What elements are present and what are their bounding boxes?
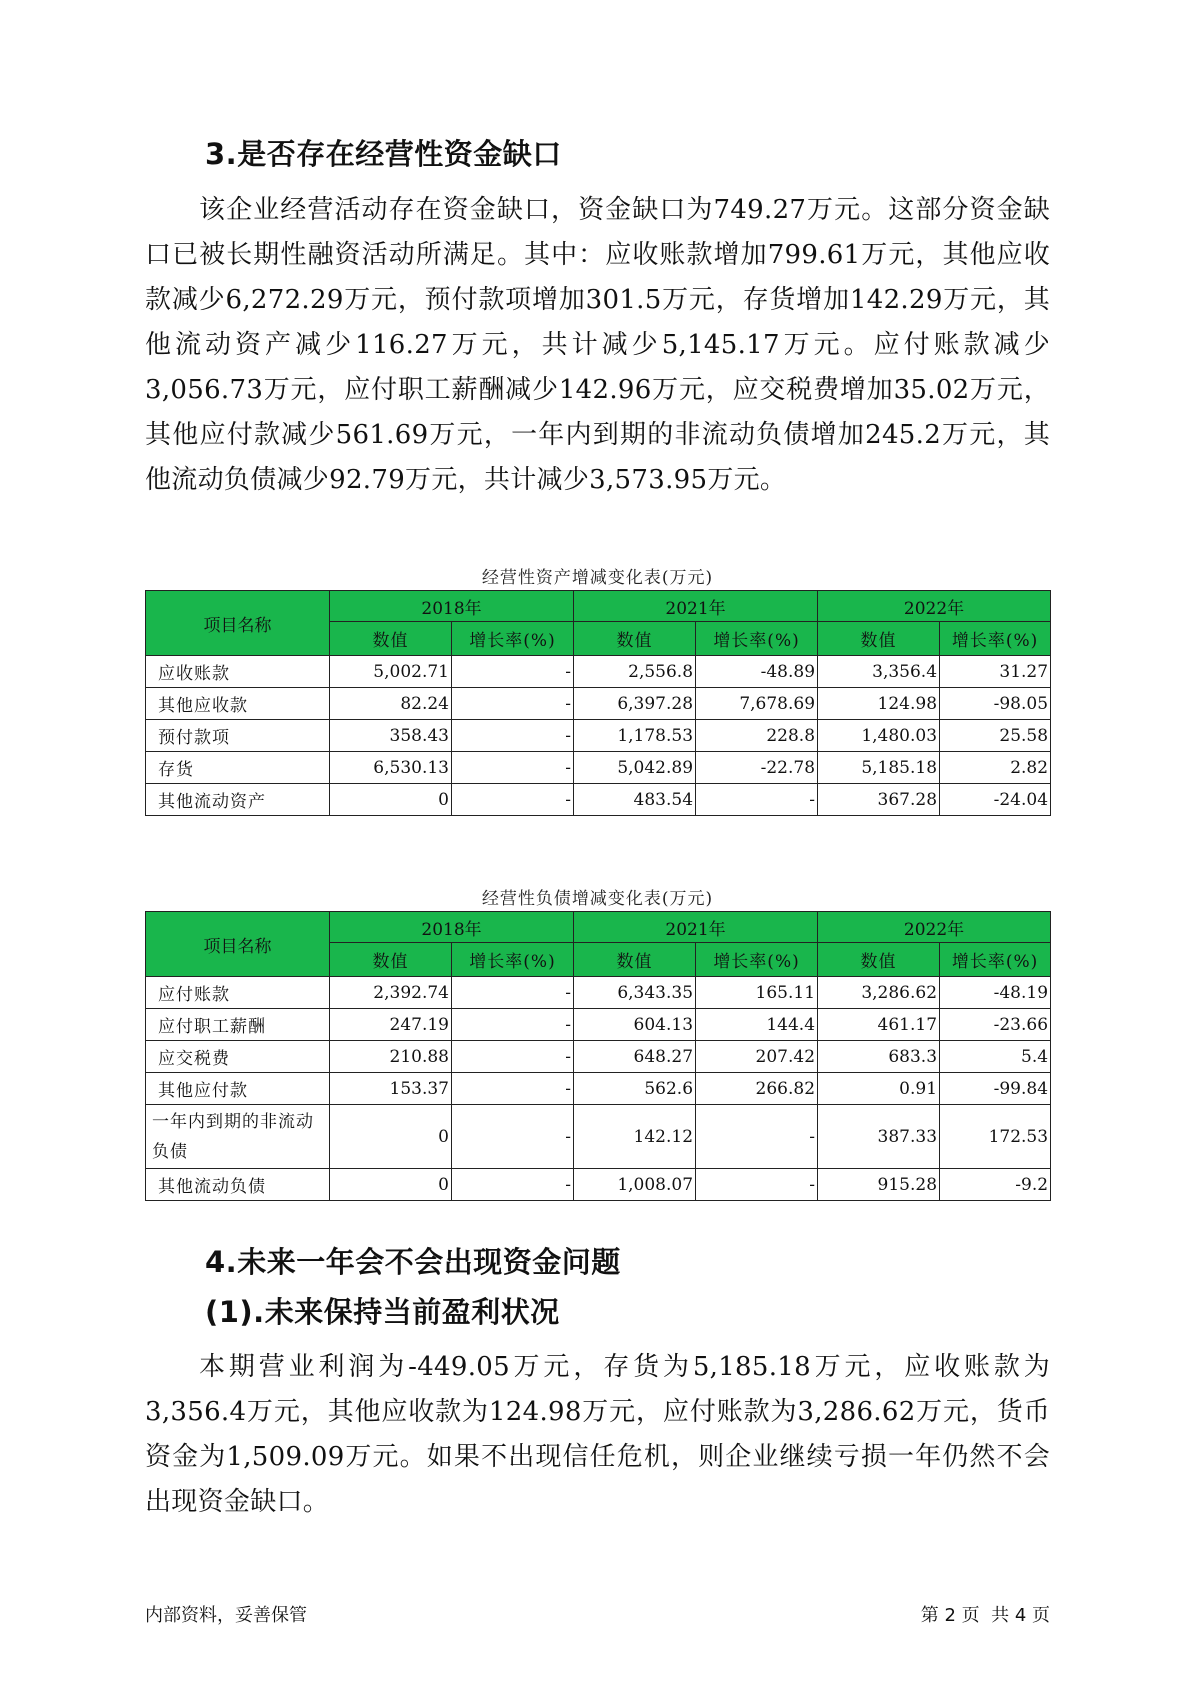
table-cell: 0.91 xyxy=(818,1073,940,1105)
row-label: 其他应收款 xyxy=(146,688,330,720)
table-cell: - xyxy=(696,1169,818,1201)
table-cell: 82.24 xyxy=(330,688,452,720)
table-cell: 1,178.53 xyxy=(574,720,696,752)
growth-rate-header: 增长率(%) xyxy=(452,622,574,656)
table-cell: - xyxy=(452,977,574,1009)
table-row xyxy=(146,656,1051,688)
table-cell: 207.42 xyxy=(696,1041,818,1073)
value-header: 数值 xyxy=(818,943,940,977)
table-cell: 358.43 xyxy=(330,720,452,752)
growth-rate-header: 增长率(%) xyxy=(452,943,574,977)
table-cell: 3,356.4 xyxy=(818,656,940,688)
table-row xyxy=(146,1009,1051,1041)
row-label: 其他流动负债 xyxy=(146,1169,330,1201)
table-cell: 6,343.35 xyxy=(574,977,696,1009)
table-row xyxy=(146,1041,1051,1073)
row-label: 应付职工薪酬 xyxy=(146,1009,330,1041)
table-cell: -98.05 xyxy=(940,688,1051,720)
table-cell: 915.28 xyxy=(818,1169,940,1201)
table-row xyxy=(146,1169,1051,1201)
year-header: 2021年 xyxy=(574,912,818,943)
table-2-caption: 经营性负债增减变化表(万元) xyxy=(481,889,714,909)
table-cell: -9.2 xyxy=(940,1169,1051,1201)
row-label: 其他应付款 xyxy=(146,1073,330,1105)
table-cell: 228.8 xyxy=(696,720,818,752)
table-row xyxy=(146,977,1051,1009)
table-cell: 0 xyxy=(330,1169,452,1201)
table-cell: 0 xyxy=(330,784,452,816)
table-cell: 483.54 xyxy=(574,784,696,816)
table-cell: 266.82 xyxy=(696,1073,818,1105)
section-3-paragraph: 该企业经营活动存在资金缺口，资金缺口为749.27万元。这部分资金缺口已被长期性融资活动所满足。其中：应收账款增加799.61万元，其他应收款减少6,272.29万元，预付款项增加301.5万元，存货增加142.29万元，其他流动资产减少116.27万元，共计减少5,145.17万元。应付账款减少3,056.73万元，应付职工薪酬减少142.96万元，应交税费增加35.02万元，其他应付款减少561.69万元，一年内到期的非流动负债增加245.2万元，其他流动负债减少92.79万元，共计减少3,573.95万元。 xyxy=(145,195,1050,495)
value-header: 数值 xyxy=(574,622,696,656)
table-cell: -22.78 xyxy=(696,752,818,784)
table-row xyxy=(146,720,1051,752)
growth-rate-header: 增长率(%) xyxy=(696,622,818,656)
footer-confidential-note: 内部资料，妥善保管 xyxy=(145,1605,307,1626)
table-cell: 6,530.13 xyxy=(330,752,452,784)
table-cell: - xyxy=(452,1169,574,1201)
table-cell: 562.6 xyxy=(574,1073,696,1105)
table-cell: 5,002.71 xyxy=(330,656,452,688)
item-name-header: 项目名称 xyxy=(146,591,330,656)
table-cell: 7,678.69 xyxy=(696,688,818,720)
row-label: 存货 xyxy=(146,752,330,784)
table-cell: 461.17 xyxy=(818,1009,940,1041)
table-cell: 144.4 xyxy=(696,1009,818,1041)
table-1-caption: 经营性资产增减变化表(万元) xyxy=(481,568,714,588)
growth-rate-header: 增长率(%) xyxy=(940,622,1051,656)
table-row xyxy=(146,784,1051,816)
table-cell: 5.4 xyxy=(940,1041,1051,1073)
table-cell: 165.11 xyxy=(696,977,818,1009)
row-label: 一年内到期的非流动负债 xyxy=(146,1105,330,1169)
operating-assets-table xyxy=(145,590,1051,816)
table-cell: 5,042.89 xyxy=(574,752,696,784)
table-cell: 2,556.8 xyxy=(574,656,696,688)
year-header: 2022年 xyxy=(818,591,1051,622)
table-cell: -48.19 xyxy=(940,977,1051,1009)
table-cell: - xyxy=(452,688,574,720)
table-row xyxy=(146,1105,1051,1169)
table-row xyxy=(146,688,1051,720)
section-4-heading: 4.未来一年会不会出现资金问题 xyxy=(205,1245,621,1279)
growth-rate-header: 增长率(%) xyxy=(940,943,1051,977)
table-cell: 1,008.07 xyxy=(574,1169,696,1201)
table-cell: 6,397.28 xyxy=(574,688,696,720)
table-cell: -24.04 xyxy=(940,784,1051,816)
table-cell: 387.33 xyxy=(818,1105,940,1169)
item-name-header: 项目名称 xyxy=(146,912,330,977)
table-cell: -48.89 xyxy=(696,656,818,688)
table-cell: 210.88 xyxy=(330,1041,452,1073)
operating-liabilities-table xyxy=(145,911,1051,1201)
table-cell: 172.53 xyxy=(940,1105,1051,1169)
table-cell: -23.66 xyxy=(940,1009,1051,1041)
table-cell: 153.37 xyxy=(330,1073,452,1105)
table-cell: 1,480.03 xyxy=(818,720,940,752)
table-cell: 2,392.74 xyxy=(330,977,452,1009)
table-row xyxy=(146,1073,1051,1105)
year-header: 2022年 xyxy=(818,912,1051,943)
table-cell: - xyxy=(452,752,574,784)
table-cell: 25.58 xyxy=(940,720,1051,752)
table-cell: 3,286.62 xyxy=(818,977,940,1009)
table-cell: 31.27 xyxy=(940,656,1051,688)
table-row xyxy=(146,752,1051,784)
table-cell: - xyxy=(452,1041,574,1073)
table-cell: 604.13 xyxy=(574,1009,696,1041)
year-header: 2018年 xyxy=(330,912,574,943)
footer-page-number: 第 2 页 共 4 页 xyxy=(920,1605,1050,1626)
table-cell: 124.98 xyxy=(818,688,940,720)
row-label: 应收账款 xyxy=(146,656,330,688)
section-4-paragraph: 本期营业利润为-449.05万元，存货为5,185.18万元，应收账款为3,356.4万元，其他应收款为124.98万元，应付账款为3,286.62万元，货币资金为1,509.09万元。如果不出现信任危机，则企业继续亏损一年仍然不会出现资金缺口。 xyxy=(145,1352,1050,1517)
section-4-subheading: (1).未来保持当前盈利状况 xyxy=(205,1295,560,1329)
table-cell: - xyxy=(452,720,574,752)
table-cell: 683.3 xyxy=(818,1041,940,1073)
table-cell: - xyxy=(452,1073,574,1105)
value-header: 数值 xyxy=(574,943,696,977)
table-cell: 648.27 xyxy=(574,1041,696,1073)
value-header: 数值 xyxy=(330,943,452,977)
table-cell: - xyxy=(452,784,574,816)
row-label: 其他流动资产 xyxy=(146,784,330,816)
table-cell: - xyxy=(696,1105,818,1169)
row-label: 应付账款 xyxy=(146,977,330,1009)
year-header: 2018年 xyxy=(330,591,574,622)
table-cell: 2.82 xyxy=(940,752,1051,784)
table-cell: - xyxy=(452,1105,574,1169)
row-label: 应交税费 xyxy=(146,1041,330,1073)
table-cell: 0 xyxy=(330,1105,452,1169)
table-cell: 367.28 xyxy=(818,784,940,816)
table-cell: 247.19 xyxy=(330,1009,452,1041)
table-header-row xyxy=(146,912,1051,943)
table-cell: 142.12 xyxy=(574,1105,696,1169)
table-cell: - xyxy=(452,1009,574,1041)
section-3-heading: 3.是否存在经营性资金缺口 xyxy=(205,137,562,171)
table-cell: 5,185.18 xyxy=(818,752,940,784)
value-header: 数值 xyxy=(818,622,940,656)
table-cell: -99.84 xyxy=(940,1073,1051,1105)
year-header: 2021年 xyxy=(574,591,818,622)
table-header-row xyxy=(146,591,1051,622)
value-header: 数值 xyxy=(330,622,452,656)
table-cell: - xyxy=(452,656,574,688)
table-cell: - xyxy=(696,784,818,816)
row-label: 预付款项 xyxy=(146,720,330,752)
growth-rate-header: 增长率(%) xyxy=(696,943,818,977)
